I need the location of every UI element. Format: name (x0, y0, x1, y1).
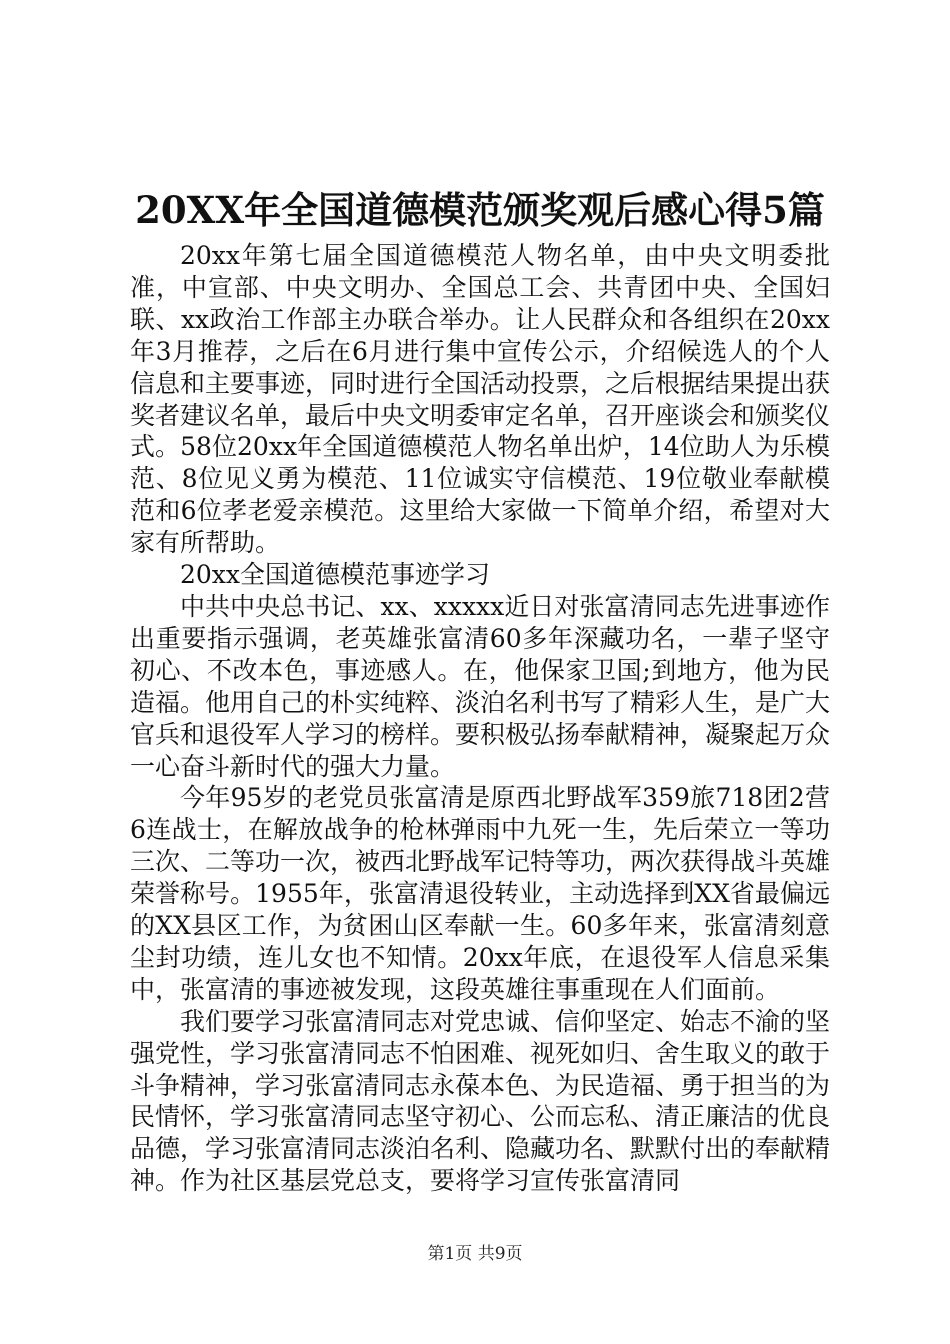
learning-paragraph: 我们要学习张富清同志对党忠诚、信仰坚定、始志不渝的坚强党性，学习张富清同志不怕困难、视死如归、舍生取义的敢于斗争精神，学习张富清同志永葆本色、为民造福、勇于担当的为民情怀，学习张富清同志坚守初心、公而忘私、清正廉洁的优良品德，学习张富清同志淡泊名利、隐藏功名、默默付出的奉献精神。作为社区基层党总支，要将学习宣传张富清同 (130, 1006, 831, 1196)
document-body (130, 240, 830, 1197)
section-heading: 20xx全国道德模范事迹学习 (180, 560, 491, 590)
biography-paragraph: 今年95岁的老党员张富清是原西北野战军359旅718团2营6连战士，在解放战争的枪林弹雨中九死一生，先后荣立一等功三次、二等功一次，被西北野战军记特等功，两次获得战斗英雄荣誉称号。1955年，张富清退役转业，主动选择到XX省最偏远的XX县区工作，为贫困山区奉献一生。60多年来，张富清刻意尘封功绩，连儿女也不知情。20xx年底，在退役军人信息采集中，张富清的事迹被发现，这段英雄往事重现在人们面前。 (130, 783, 831, 1004)
directive-paragraph: 中共中央总书记、xx、xxxxx近日对张富清同志先进事迹作出重要指示强调，老英雄张富清60多年深藏功名，一辈子坚守初心、不改本色，事迹感人。在，他保家卫国;到地方，他为民造福。他用自己的朴实纯粹、淡泊名利书写了精彩人生，是广大官兵和退役军人学习的榜样。要积极弘扬奉献精神，凝聚起万众一心奋斗新时代的强大力量。 (130, 591, 831, 781)
page-number-footer: 第1页 共9页 (427, 1244, 523, 1264)
document-title: 20XX年全国道德模范颁奖观后感心得5篇 (135, 188, 825, 232)
intro-paragraph: 20xx年第七届全国道德模范人物名单，由中央文明委批准，中宣部、中央文明办、全国总工会、共青团中央、全国妇联、xx政治工作部主办联合举办。让人民群众和各组织在20xx年3月推荐，之后在6月进行集中宣传公示，介绍候选人的个人信息和主要事迹，同时进行全国活动投票，之后根据结果提出获奖者建议名单，最后中央文明委审定名单，召开座谈会和颁奖仪式。58位20xx年全国道德模范人物名单出炉，14位助人为乐模范、8位见义勇为模范、11位诚实守信模范、19位敬业奉献模范和6位孝老爱亲模范。这里给大家做一下简单介绍，希望对大家有所帮助。 (130, 241, 831, 558)
